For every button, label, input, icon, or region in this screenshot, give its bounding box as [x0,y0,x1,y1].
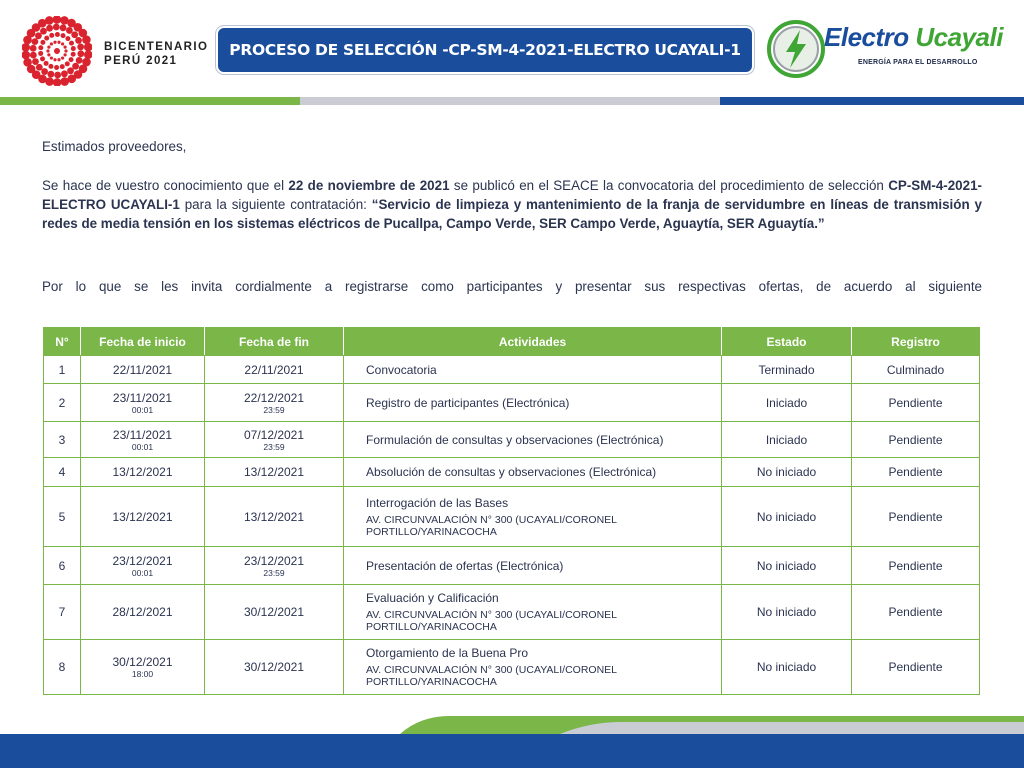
activity-name: Registro de participantes (Electrónica) [366,395,570,410]
emblem-dot [61,33,66,38]
row-num-value: 7 [58,605,66,619]
row-start-date [81,487,205,547]
emblem-dot [72,63,79,70]
emblem-dot [77,44,84,51]
end-date: 22/11/2021 [244,362,304,377]
status-value: No iniciado [756,605,817,619]
emblem-dot [67,67,74,74]
emblem-dot [50,56,53,59]
lightning-bolt-icon [766,18,826,78]
emblem-dot [84,50,92,59]
emblem-dot [53,24,60,31]
emblem-dot [82,58,91,67]
header-num: N° [44,328,81,356]
brand-word1: Electro [824,22,909,52]
invitation-paragraph: Por lo que se les invita cordialmente a registrarse como participantes y presentar sus respectivas ofertas, de acuerdo al siguiente [42,279,982,294]
emblem-dot [69,57,74,62]
activity-location: AV. CIRCUNVALACIÓN N° 300 (UCAYALI/CORONEL PORTILLO/YARINACOCHA [366,609,617,633]
emblem-dot [65,36,70,41]
emblem-dot [69,41,74,46]
brand-tagline: ENERGÍA PARA EL DESARROLLO [858,59,978,66]
emblem-dot [71,46,76,51]
emblem-dot [44,61,49,66]
row-start-date [81,422,205,458]
row-activity [344,547,722,585]
emblem-dot [71,31,78,38]
emblem-dot [84,43,92,52]
start-date: 22/11/2021 [112,362,173,377]
row-start-date [81,356,205,384]
emblem-dot [57,41,60,44]
start-time: 00:01 [131,567,154,578]
emblem-dot [64,46,67,49]
table-row [44,458,980,487]
header-stripe-green [0,97,300,105]
row-activity [344,458,722,487]
row-status [722,640,852,695]
activity-name: Convocatoria [366,362,437,377]
status-value: No iniciado [756,509,817,524]
activity-location: AV. CIRCUNVALACIÓN N° 300 (UCAYALI/CORONEL PORTILLO/YARINACOCHA [366,513,617,538]
row-record [852,547,980,585]
end-date: 13/12/2021 [243,465,305,479]
row-end-date [205,384,344,422]
emblem-dot [77,50,84,57]
row-activity [344,384,722,422]
record-value: Pendiente [888,432,943,447]
row-num-value: 5 [58,509,66,524]
emblem-dot [40,56,45,61]
row-start-date [81,640,205,695]
row-activity [344,356,722,384]
record-value: Pendiente [888,558,943,573]
start-date: 30/12/2021 [112,655,173,669]
emblem-dot [75,37,82,44]
start-date: 13/12/2021 [112,465,173,479]
row-num [44,487,81,547]
emblem-dot [57,58,60,61]
start-time: 18:00 [131,669,154,679]
table-row [44,384,980,422]
row-start-date [81,458,205,487]
emblem-dot [53,41,56,44]
end-date: 23/12/2021 [243,553,305,568]
table-header-row [44,328,980,356]
status-value: Terminado [758,362,815,377]
emblem-dot [54,72,61,79]
bicentenario-logo [22,16,209,86]
status-value: No iniciado [756,660,817,674]
end-date: 13/12/2021 [243,509,305,524]
row-record [852,356,980,384]
emblem-dot [49,33,54,38]
emblem-dot [53,16,62,24]
emblem-dot [82,35,91,44]
start-date: 28/12/2021 [112,605,173,619]
announcement-paragraph [42,176,982,233]
end-time: 23:59 [263,567,285,578]
record-value: Culminado [886,362,945,377]
emblem-dot [65,61,70,66]
end-date: 07/12/2021 [243,427,305,442]
row-end-date [205,422,344,458]
status-value: No iniciado [756,465,817,479]
emblem-dot [22,51,30,60]
emblem-dot [60,64,65,69]
status-value: Iniciado [765,395,808,410]
start-date: 13/12/2021 [112,509,173,524]
emblem-dot [76,57,83,64]
header-status: Estado [722,328,852,356]
emblem-dot [30,52,37,59]
emblem-dot [61,42,64,45]
row-num-value: 3 [58,432,66,447]
bicentenario-text [104,40,208,68]
start-date: 23/11/2021 [112,390,173,405]
emblem-dot [38,51,43,56]
emblem-dot [53,58,56,61]
emblem-dot [47,53,50,56]
emblem-dot [30,45,37,52]
brand-word2: Ucayali [915,22,1003,52]
emblem-dot [64,53,67,56]
activity-name: Evaluación y Calificación [366,591,499,605]
activity-location: AV. CIRCUNVALACIÓN N° 300 (UCAYALI/CORONEL PORTILLO/YARINACOCHA [366,664,617,688]
activity-name: Otorgamiento de la Buena Pro [366,646,529,660]
emblem-dot [71,52,76,57]
header-start-date: Fecha de inicio [81,328,205,356]
record-value: Pendiente [888,509,943,524]
row-record [852,487,980,547]
row-status [722,384,852,422]
row-record [852,422,980,458]
end-date: 22/12/2021 [243,390,305,405]
header-stripe-gray [300,97,720,105]
p1-text-c: para la siguiente contratación: [179,197,372,212]
record-value: Pendiente [888,465,943,479]
emblem-dot [36,64,43,71]
emblem-dot [40,40,45,45]
bicentenario-emblem-icon [22,16,92,86]
table-row [44,487,980,547]
row-start-date [81,547,205,585]
emblem-dot [64,49,67,52]
row-record [852,384,980,422]
emblem-dot [48,71,55,78]
record-value: Pendiente [888,605,943,619]
row-end-date [205,547,344,585]
row-status [722,458,852,487]
header-activity: Actividades [344,328,722,356]
emblem-dot [44,36,49,41]
table-row [44,356,980,384]
row-start-date [81,585,205,640]
table-row [44,585,980,640]
emblem-dot [41,68,48,75]
emblem-dot [35,32,42,39]
header-end-date: Fecha de fin [205,328,344,356]
emblem-dot [61,70,68,77]
row-record [852,458,980,487]
emblem-dot [55,32,60,37]
row-status [722,487,852,547]
row-num-value: 6 [58,558,66,573]
row-record [852,585,980,640]
record-value: Pendiente [888,395,943,410]
row-num [44,547,81,585]
schedule-table [43,327,980,695]
status-value: No iniciado [756,558,817,573]
row-num-value: 4 [58,465,66,479]
emblem-dot [31,38,38,45]
emblem-dot [54,65,59,70]
footer-decoration [0,708,1024,768]
start-time: 00:01 [131,441,154,452]
header-stripe-blue [720,97,1024,105]
p1-text-a: Se hace de vuestro conocimiento que el [42,178,289,193]
table-row [44,422,980,458]
bicentenario-line1: BICENTENARIO [104,41,209,53]
end-time: 23:59 [263,404,285,415]
row-num [44,384,81,422]
row-start-date [81,384,205,422]
row-num [44,356,81,384]
emblem-dot [53,78,62,86]
row-end-date [205,487,344,547]
row-status [722,356,852,384]
brand-name [824,22,1003,53]
emblem-dot [66,27,73,34]
row-num [44,422,81,458]
p1-text-b: se publicó en el SEACE la convocatoria del procedimiento de selección [449,178,889,193]
start-date: 23/11/2021 [112,427,173,442]
emblem-dot [40,28,47,35]
row-end-date [205,640,344,695]
service-description: “Servicio de limpieza y mantenimiento de la franja de servidumbre en líneas de transmisión y redes de media tensión en los sistemas eléctricos de Pucallpa, Campo Verde, SER Campo Verde, Aguaytía, SER Aguaytía.” [42,197,982,231]
emblem-dot [46,25,53,32]
emblem-dot [23,58,32,67]
activity-name: Interrogación de las Bases [366,495,509,510]
end-time: 23:59 [263,441,285,452]
activity-name: Absolución de consultas y observaciones (Electrónica) [366,465,657,479]
bicentenario-line2: PERÚ 2021 [104,55,178,67]
emblem-dot [60,77,69,86]
start-time: 00:01 [131,404,154,415]
start-date: 23/12/2021 [112,553,173,568]
row-activity [344,640,722,695]
status-value: Iniciado [765,432,808,447]
emblem-dot [46,49,49,52]
greeting: Estimados proveedores, [42,139,187,154]
emblem-dot [47,46,50,49]
emblem-dot [50,42,53,45]
row-activity [344,585,722,640]
electro-ucayali-logo [766,16,1016,86]
end-date: 30/12/2021 [243,660,305,674]
emblem-dot [60,24,67,31]
emblem-dot [32,58,39,65]
emblem-dot [38,45,43,50]
emblem-dot [48,64,53,69]
row-activity [344,422,722,458]
emblem-dot [61,56,64,59]
row-end-date [205,458,344,487]
row-activity [344,487,722,547]
row-end-date [205,356,344,384]
activity-name: Formulación de consultas y observaciones (Electrónica) [366,432,664,447]
process-code: CP-SM-4-2021-ELECTRO UCAYALI-1 [42,178,982,212]
row-num-value: 8 [58,660,66,674]
publication-date: 22 de noviembre de 2021 [288,178,450,193]
end-date: 30/12/2021 [243,605,305,619]
row-num [44,458,81,487]
emblem-dot [22,43,30,52]
emblem-dot [45,16,54,25]
table-row [44,547,980,585]
page-title: PROCESO DE SELECCIÓN -CP-SM-4-2021-ELECTRO UCAYALI-1 [216,26,754,74]
row-status [722,547,852,585]
header-record: Registro [852,328,980,356]
row-num-value: 2 [58,395,66,410]
row-end-date [205,585,344,640]
row-status [722,585,852,640]
row-num [44,585,81,640]
record-value: Pendiente [888,660,943,674]
row-record [852,640,980,695]
row-num [44,640,81,695]
activity-name: Presentación de ofertas (Electrónica) [366,558,564,573]
row-num-value: 1 [58,362,66,377]
row-status [722,422,852,458]
table-row [44,640,980,695]
